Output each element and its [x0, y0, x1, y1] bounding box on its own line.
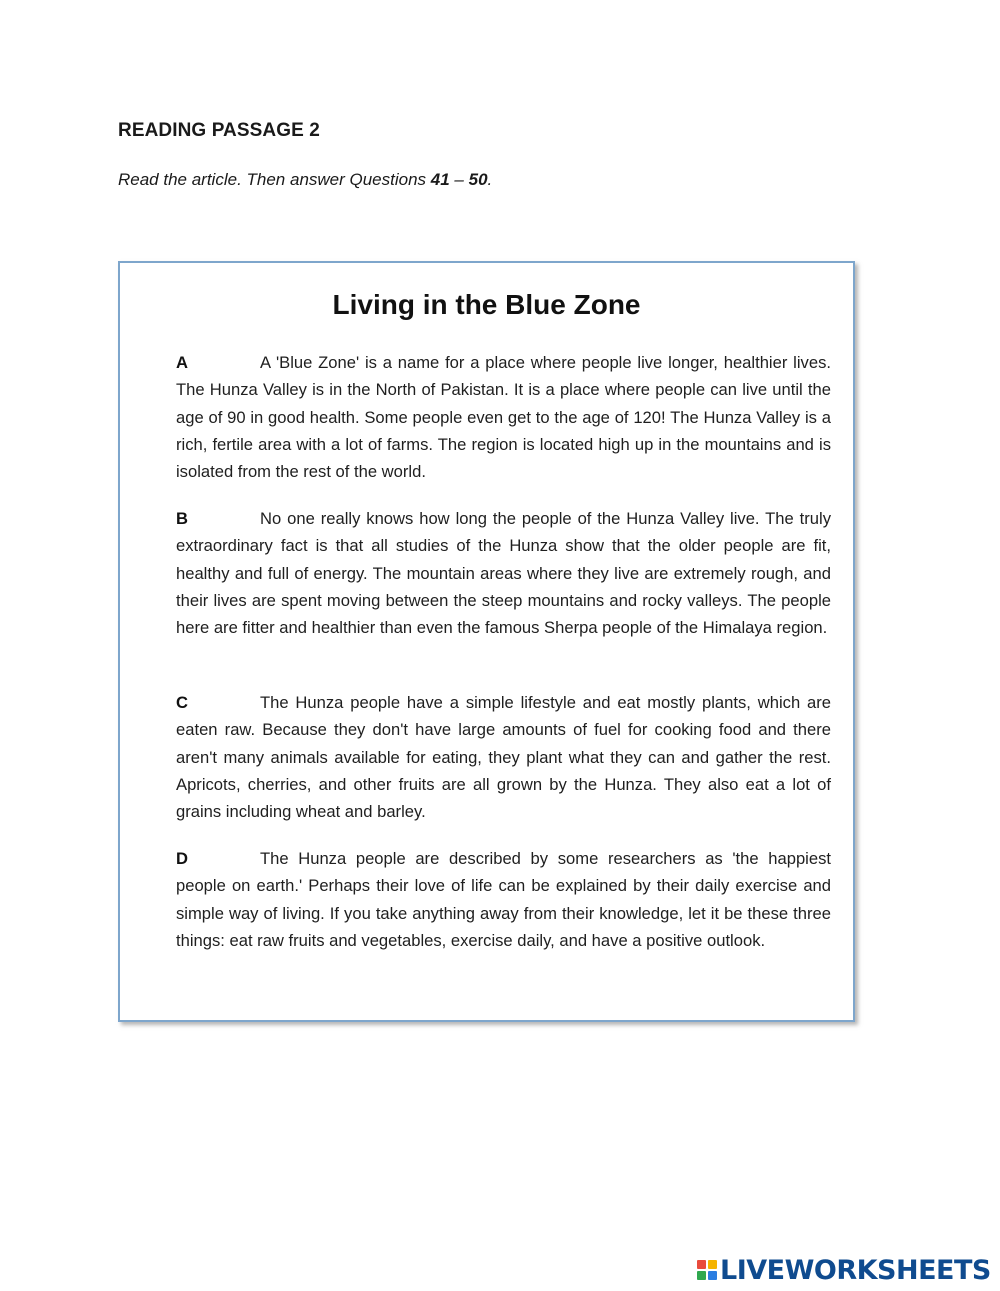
paragraph-c: [176, 689, 831, 825]
paragraph-letter: A: [176, 353, 188, 372]
paragraph-a: [176, 349, 831, 485]
article-box: [118, 261, 855, 1022]
liveworksheets-brand[interactable]: [697, 1254, 991, 1286]
logo-square-blue: [708, 1271, 717, 1280]
page-title: READING PASSAGE 2: [118, 120, 320, 141]
liveworksheets-logo-icon: [697, 1260, 717, 1280]
paragraph-letter: B: [176, 509, 188, 528]
logo-square-red: [697, 1260, 706, 1269]
article-title: Living in the Blue Zone: [332, 289, 641, 320]
paragraph-text: The Hunza people are described by some researchers as 'the happiest people on earth.' Perhaps their love of life can be explained by their daily exercise and simple way of living. If you take anything away from their knowledge, let it be these three things: eat raw fruits and vegetables, exercise daily, and have a positive outlook.: [176, 849, 831, 950]
brand-wordmark: LIVEWORKSHEETS: [720, 1254, 991, 1286]
instruction-suffix: .: [487, 170, 493, 189]
paragraph-text: A 'Blue Zone' is a name for a place where people live longer, healthier lives. The Hunza Valley is in the North of Pakistan. It is a place where people can live until the age of 90 in good health. Some people even get to the age of 120! The Hunza Valley is a rich, fertile area with a lot of farms. The region is located high up in the mountains and is isolated from the rest of the world.: [176, 353, 831, 482]
logo-square-green: [697, 1271, 706, 1280]
paragraph-d: [176, 845, 831, 954]
paragraph-text: No one really knows how long the people of the Hunza Valley live. The truly extraordinary fact is that all studies of the Hunza show that the older people are fit, healthy and full of energy. The mountain areas where they live are extremely rough, and their lives are spent moving between the steep mountains and rocky valleys. The people here are fitter and healthier than even the famous Sherpa people of the Himalaya region.: [176, 509, 831, 638]
question-range-end: 50: [468, 170, 488, 189]
paragraph-letter: D: [176, 849, 188, 868]
paragraph-letter: C: [176, 693, 188, 712]
question-range-start: 41: [430, 170, 450, 189]
instruction-prefix: Read the article. Then answer Questions: [118, 170, 431, 189]
instruction-dash: –: [449, 170, 469, 189]
paragraph-b: [176, 505, 831, 641]
logo-square-yellow: [708, 1260, 717, 1269]
instruction-text: [118, 170, 492, 190]
paragraph-text: The Hunza people have a simple lifestyle and eat mostly plants, which are eaten raw. Because they don't have large amounts of fuel for cooking food and there aren't many animals available for eating, they plant what they can and gather the rest. Apricots, cherries, and other fruits are all grown by the Hunza. They also eat a lot of grains including wheat and barley.: [176, 693, 831, 822]
